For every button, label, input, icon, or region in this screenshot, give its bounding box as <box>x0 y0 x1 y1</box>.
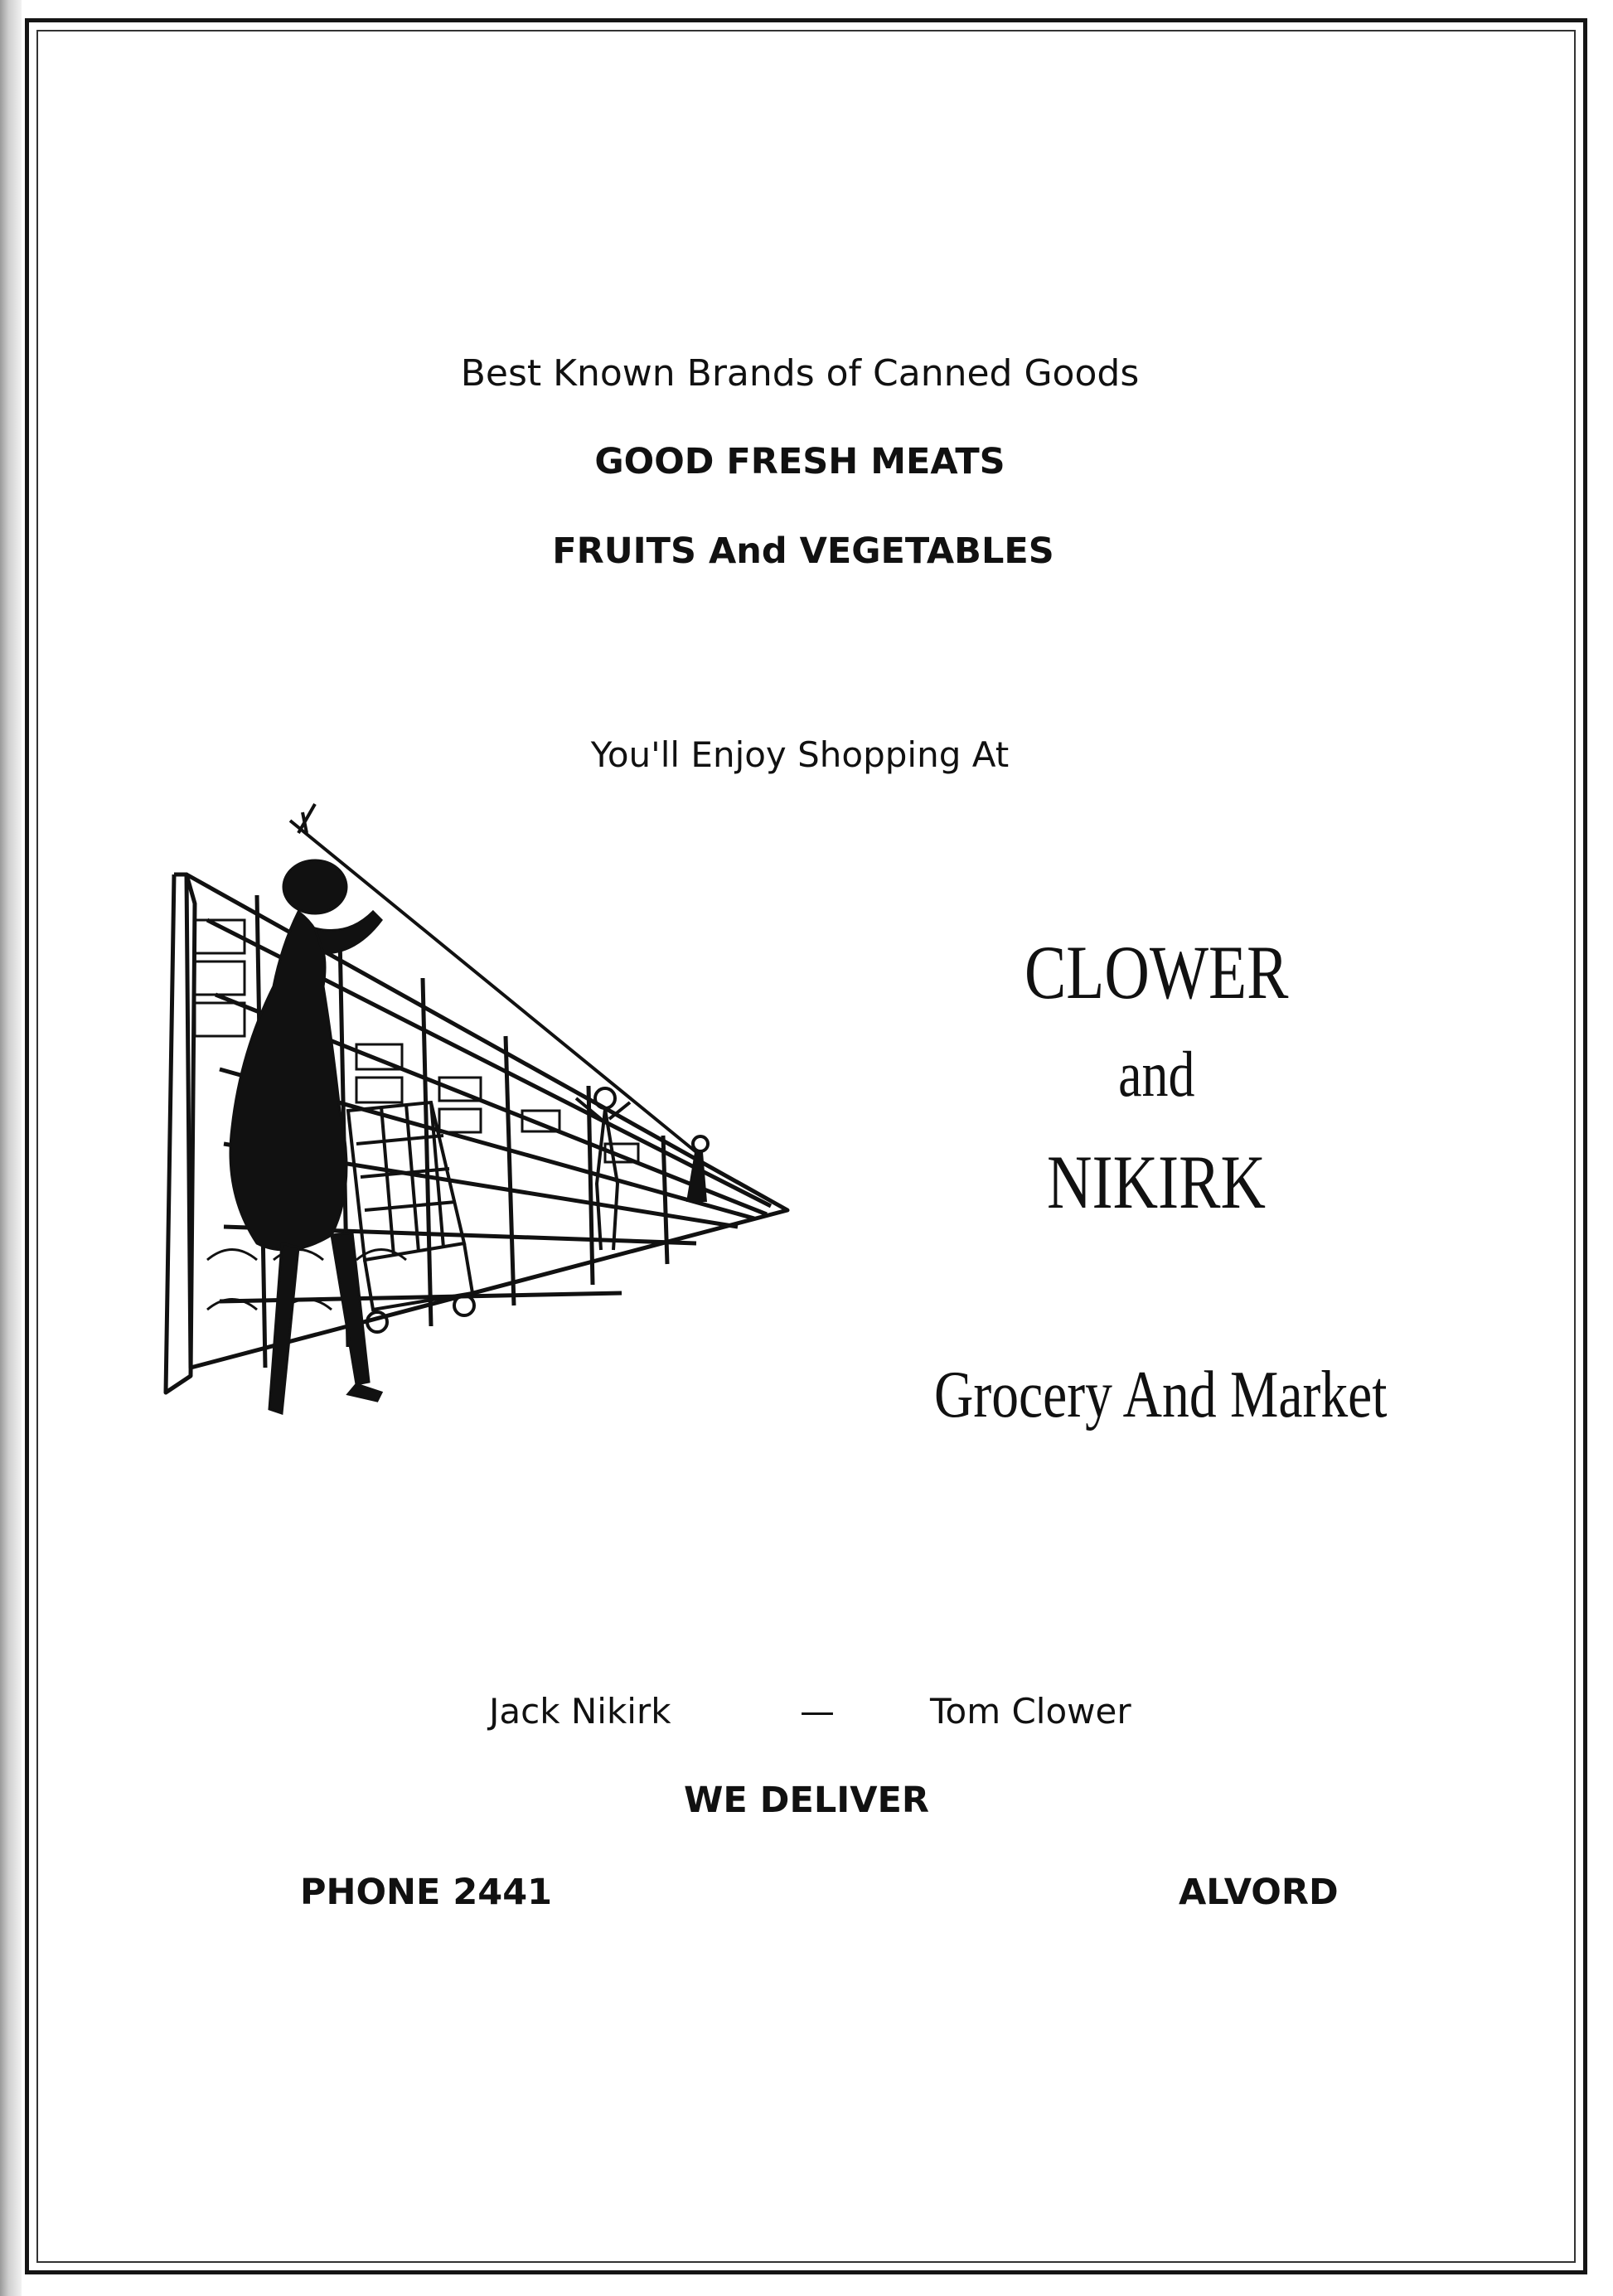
town-alvord: ALVORD <box>1179 1872 1339 1913</box>
shopper-aisle-illustration <box>157 796 821 1500</box>
store-name-clower: CLOWER <box>1024 930 1289 1015</box>
fruits-vegetables-line: FRUITS And VEGETABLES <box>552 530 1054 572</box>
phone-number: PHONE 2441 <box>300 1872 553 1913</box>
invite-line: You'll Enjoy Shopping At <box>590 734 1010 775</box>
grocery-and-market: Grocery And Market <box>933 1359 1388 1431</box>
canned-goods-line: Best Known Brands of Canned Goods <box>460 352 1140 395</box>
book-spine-shadow <box>0 0 22 2296</box>
owner-separator: — <box>800 1691 835 1732</box>
store-name-and: and <box>1117 1038 1195 1110</box>
store-name-nikirk: NIKIRK <box>1046 1140 1267 1224</box>
owner-jack-nikirk: Jack Nikirk <box>489 1691 671 1732</box>
owner-tom-clower: Tom Clower <box>930 1691 1131 1732</box>
we-deliver: WE DELIVER <box>683 1780 929 1821</box>
fresh-meats-line: GOOD FRESH MEATS <box>594 441 1005 482</box>
